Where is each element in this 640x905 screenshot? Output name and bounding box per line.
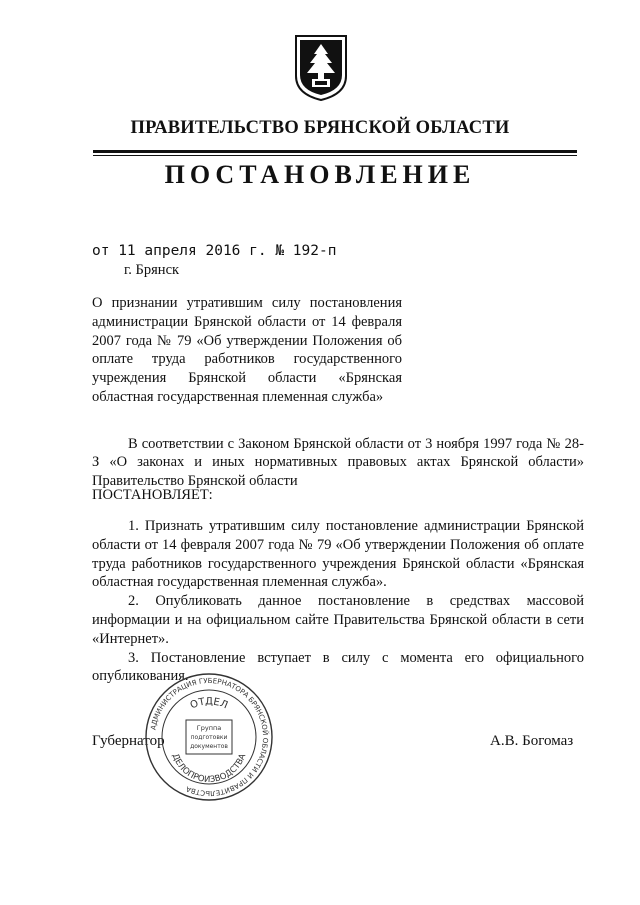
stamp-center-line-2: подготовки — [190, 734, 228, 741]
decree-item-3: 3. Постановление вступает в силу с момента его официального опубликования. — [92, 649, 584, 685]
decree-item-2: 2. Опубликовать данное постановление в средствах массовой информации и на официальном сайте Правительства Брянской области в сети «Интернет». — [92, 593, 584, 647]
document-date-number: от 11 апреля 2016 г. № 192-п — [92, 243, 337, 259]
document-subject: О признании утратившим силу постановления администрации Брянской области от 14 февраля 2007 года № 79 «Об утверждении Положения об оплате труда работников государственного учреждения Брянской области «Брянская областная государственная племенная служба» — [92, 295, 402, 405]
stamp-center-line-3: документов — [190, 743, 228, 750]
document-city: г. Брянск — [124, 262, 180, 278]
organization-title: ПРАВИТЕЛЬСТВО БРЯНСКОЙ ОБЛАСТИ — [130, 118, 510, 138]
coat-of-arms-icon — [292, 32, 350, 102]
header-rule-thick — [93, 150, 577, 153]
preamble-text: В соответствии с Законом Брянской области от 3 ноября 1997 года № 28-З «О законах и иных нормативных правовых актах Брянской области» Правительство Брянской области — [92, 436, 584, 489]
official-stamp — [144, 672, 274, 802]
stamp-center-line-1: Группа — [196, 724, 222, 732]
header-rule-thin — [93, 155, 577, 156]
signatory-name: А.В. Богомаз — [490, 733, 574, 749]
decree-items — [92, 517, 584, 686]
svg-text:ОТДЕЛ — [189, 696, 230, 711]
document-type-title: ПОСТАНОВЛЕНИЕ — [164, 160, 476, 189]
stamp-outer-text: АДМИНИСТРАЦИЯ ГУБЕРНАТОРА БРЯНСКОЙ ОБЛАСТИ И ПРАВИТЕЛЬСТВА — [149, 676, 270, 798]
decree-word: ПОСТАНОВЛЯЕТ: — [92, 487, 213, 503]
svg-text:ДЕЛОПРОИЗВОДСТВА — [170, 752, 249, 785]
stamp-middle-text: ДЕЛОПРОИЗВОДСТВА — [169, 752, 249, 786]
stamp-top-text: ОТДЕЛ — [188, 696, 230, 712]
decree-item-1: 1. Признать утратившим силу постановление администрации Брянской области от 14 февраля 2007 года № 79 «Об утверждении Положения об оплате труда работников государственного учреждения Брянской области «Брянская областная государственная племенная служба». — [92, 518, 584, 591]
signatory-position: Губернатор — [92, 733, 165, 749]
